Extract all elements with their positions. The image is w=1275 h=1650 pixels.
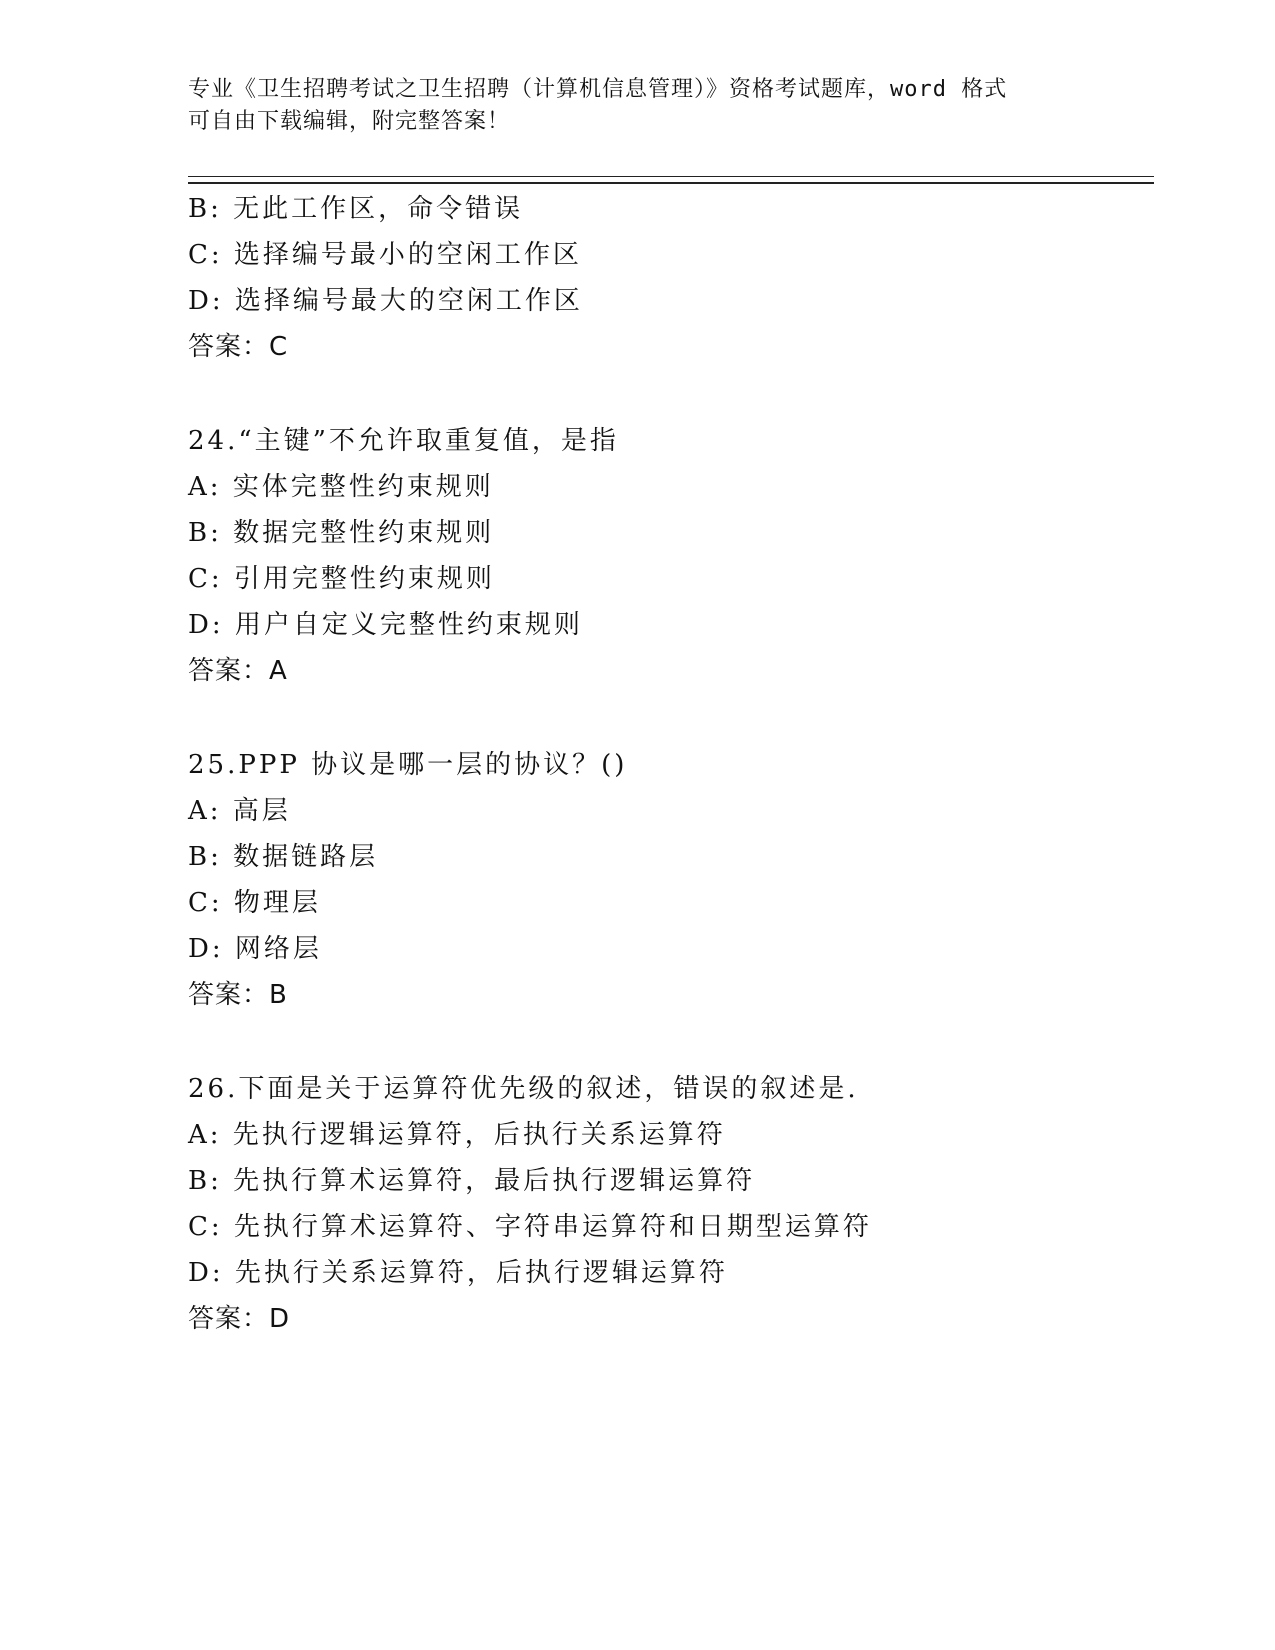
question-block-partial (188, 186, 1148, 370)
option-c: C: 选择编号最小的空闲工作区 (188, 240, 582, 270)
header-line-1: 专业《卫生招聘考试之卫生招聘（计算机信息管理）》资格考试题库，word 格式 (188, 77, 1008, 102)
option-c: C: 引用完整性约束规则 (188, 564, 495, 594)
question-block-26 (188, 1066, 1148, 1342)
option-b: B: 数据链路层 (188, 842, 379, 872)
header-divider-thick (188, 182, 1154, 184)
question-stem: 24.“主键”不允许取重复值，是指 (188, 426, 619, 456)
option-a: A: 先执行逻辑运算符，后执行关系运算符 (188, 1120, 726, 1150)
document-header (188, 74, 1088, 138)
option-a: A: 高层 (188, 796, 291, 826)
question-block-24 (188, 418, 1148, 694)
answer-line: 答案：B (188, 980, 288, 1010)
header-line-2: 可自由下载编辑，附完整答案！ (188, 109, 511, 134)
answer-line: 答案：D (188, 1304, 291, 1334)
question-block-25 (188, 742, 1148, 1018)
option-b: B: 数据完整性约束规则 (188, 518, 495, 548)
answer-line: 答案：A (188, 656, 288, 686)
option-d: D: 网络层 (188, 934, 322, 964)
question-stem: 26.下面是关于运算符优先级的叙述，错误的叙述是. (188, 1074, 859, 1104)
option-c: C: 先执行算术运算符、字符串运算符和日期型运算符 (188, 1212, 872, 1242)
answer-line: 答案：C (188, 332, 289, 362)
option-a: A: 实体完整性约束规则 (188, 472, 494, 502)
option-c: C: 物理层 (188, 888, 321, 918)
option-d: D: 先执行关系运算符，后执行逻辑运算符 (188, 1258, 728, 1288)
option-b: B: 先执行算术运算符，最后执行逻辑运算符 (188, 1166, 756, 1196)
question-list (188, 186, 1148, 1342)
header-divider-thin (188, 176, 1154, 177)
option-d: D: 选择编号最大的空闲工作区 (188, 286, 583, 316)
option-b: B: 无此工作区，命令错误 (188, 194, 524, 224)
option-d: D: 用户自定义完整性约束规则 (188, 610, 583, 640)
question-stem: 25.PPP 协议是哪一层的协议？() (188, 750, 628, 780)
